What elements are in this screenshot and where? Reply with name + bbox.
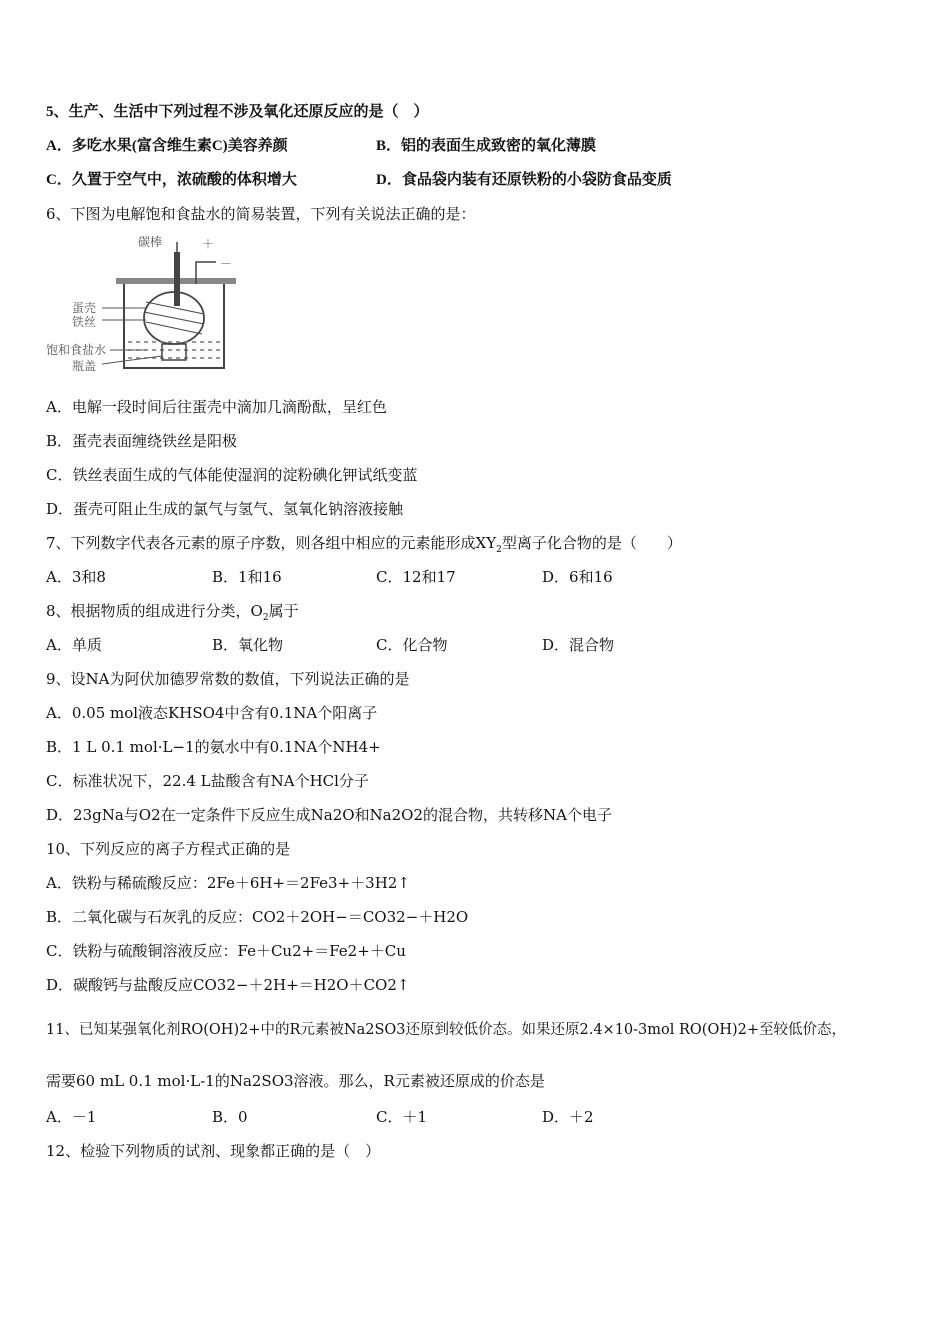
q11-stem-line1: 11、已知某强氧化剂RO(OH)2+中的R元素被Na2SO3还原到较低价态。如果还原2.4×10-3mol RO(OH)2+至较低价态， <box>46 1022 847 1038</box>
q8-option-b: B．氧化物 <box>212 636 284 654</box>
q5-stem: 5、生产、生活中下列过程不涉及氧化还原反应的是（ ） <box>46 104 429 120</box>
label-plus: ＋ <box>202 237 215 251</box>
q8-stem-a: 8、根据物质的组成进行分类，O <box>46 602 263 620</box>
q7-option-a: A．3和8 <box>46 568 106 586</box>
q9-option-c: C．标准状况下，22.4 L盐酸含有NA个HCl分子 <box>46 772 369 790</box>
q5-option-c: C．久置于空气中，浓硫酸的体积增大 <box>46 172 297 188</box>
q7-option-c: C．12和17 <box>376 568 456 586</box>
q5-option-d: D．食品袋内装有还原铁粉的小袋防食品变质 <box>376 172 672 188</box>
q11-option-b: B．0 <box>212 1108 248 1126</box>
label-minus: － <box>220 257 233 271</box>
q11-option-c: C．＋1 <box>376 1108 428 1126</box>
q6-option-c: C．铁丝表面生成的气体能使湿润的淀粉碘化钾试纸变蓝 <box>46 466 418 484</box>
q10-option-a: A．铁粉与稀硫酸反应：2Fe＋6H+＝2Fe3+＋3H2↑ <box>46 874 410 892</box>
q5-option-a: A．多吃水果(富含维生素C)美容养颜 <box>46 138 288 154</box>
q10-option-b: B．二氧化碳与石灰乳的反应：CO2＋2OH−＝CO32−＋H2O <box>46 908 469 926</box>
q8-option-d: D．混合物 <box>542 636 615 654</box>
q11-option-d: D．＋2 <box>542 1108 594 1126</box>
label-carbon-rod: 碳棒 <box>138 235 163 249</box>
q12-stem: 12、检验下列物质的试剂、现象都正确的是（ ） <box>46 1142 381 1160</box>
bottle-cap-leader <box>102 356 162 364</box>
q7-stem-sub: 2 <box>496 545 502 555</box>
q6-stem: 6、下图为电解饱和食盐水的简易装置，下列有关说法正确的是： <box>46 205 476 223</box>
q11-option-a: A．－1 <box>46 1108 97 1126</box>
q9-option-b: B．1 L 0.1 mol·L−1的氨水中有0.1NA个NH4+ <box>46 738 381 756</box>
q7-option-d: D．6和16 <box>542 568 613 586</box>
q8-stem-b: 属于 <box>268 602 299 620</box>
label-brine: 饱和食盐水 <box>46 343 107 357</box>
carbon-rod <box>174 252 180 306</box>
label-bottle-cap: 瓶盖 <box>72 359 97 373</box>
q9-option-a: A．0.05 mol液态KHSO4中含有0.1NA个阳离子 <box>46 704 378 722</box>
q7-stem-b: 型离子化合物的是（ ） <box>501 534 682 552</box>
q10-option-c: C．铁粉与硫酸铜溶液反应：Fe＋Cu2+＝Fe2+＋Cu <box>46 942 406 960</box>
q10-stem: 10、下列反应的离子方程式正确的是 <box>46 840 291 858</box>
q11-stem-line2: 需要60 mL 0.1 mol·L-1的Na2SO3溶液。那么，R元素被还原成的价态是 <box>46 1072 545 1090</box>
q6-option-b: B．蛋壳表面缠绕铁丝是阳极 <box>46 432 238 450</box>
q9-option-d: D．23gNa与O2在一定条件下反应生成Na2O和Na2O2的混合物，共转移NA个电子 <box>46 806 612 824</box>
q7-stem <box>46 533 682 553</box>
bottle-cap <box>162 344 186 360</box>
electrolysis-apparatus-figure <box>46 232 246 378</box>
q8-option-a: A．单质 <box>46 636 102 654</box>
q8-stem-sub: 2 <box>262 613 269 623</box>
label-iron-wire: 铁丝 <box>72 315 97 329</box>
q7-stem-a: 7、下列数字代表各元素的原子序数，则各组中相应的元素能形成XY <box>46 534 497 552</box>
q6-option-d: D．蛋壳可阻止生成的氯气与氢气、氢氧化钠溶液接触 <box>46 500 404 518</box>
iron-wire-2 <box>144 312 204 324</box>
q8-option-c: C．化合物 <box>376 636 448 654</box>
iron-wire-3 <box>146 322 202 334</box>
q8-stem <box>46 601 299 621</box>
q7-option-b: B．1和16 <box>212 568 282 586</box>
q6-option-a: A．电解一段时间后往蛋壳中滴加几滴酚酞，呈红色 <box>46 398 387 416</box>
q10-option-d: D．碳酸钙与盐酸反应CO32−＋2H+＝H2O＋CO2↑ <box>46 976 410 994</box>
q5-option-b: B．铝的表面生成致密的氧化薄膜 <box>376 138 597 154</box>
label-eggshell: 蛋壳 <box>72 301 97 315</box>
q9-stem: 9、设NA为阿伏加德罗常数的数值，下列说法正确的是 <box>46 670 410 688</box>
